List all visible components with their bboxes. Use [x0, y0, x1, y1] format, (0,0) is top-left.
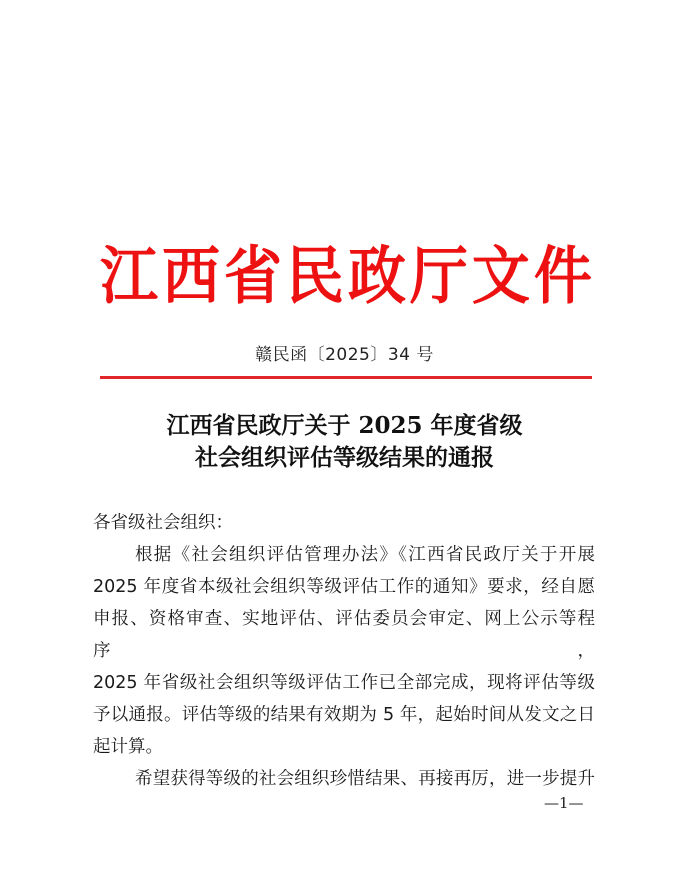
document-body	[93, 507, 595, 795]
banner-char: 省	[223, 239, 282, 313]
salutation: 各省级社会组织：	[93, 513, 233, 533]
banner-char: 文	[471, 239, 530, 313]
banner-char: 西	[161, 239, 220, 313]
document-number: 赣民函〔2025〕34 号	[255, 345, 434, 365]
banner-char: 件	[533, 239, 592, 313]
title-line-2: 社会组织评估等级结果的通报	[195, 444, 494, 471]
paragraph-2-line: 希望获得等级的社会组织珍惜结果、再接再厉，进一步提升	[135, 769, 595, 789]
paragraph-1-line: 起计算。	[93, 737, 163, 757]
paragraph-1-line: 根据《社会组织评估管理办法》《江西省民政厅关于开展	[135, 545, 595, 565]
paragraph-1-line: 予以通报。评估等级的结果有效期为 5 年，起始时间从发文之日	[93, 705, 595, 725]
title-line-1: 江西省民政厅关于 2025 年度省级	[166, 412, 523, 439]
paragraph-1-line: 2025 年省级社会组织等级评估工作已全部完成，现将评估等级	[93, 673, 595, 693]
banner-char: 厅	[409, 239, 468, 313]
red-divider	[100, 376, 592, 379]
banner-char: 江	[100, 239, 159, 313]
paragraph-1-line: 2025 年度省本级社会组织等级评估工作的通知》要求，经自愿	[93, 577, 595, 597]
paragraph-1-line: 申报、资格审查、实地评估、评估委员会审定、网上公示等程序，	[93, 609, 595, 661]
issuer-banner	[100, 236, 592, 316]
banner-char: 政	[347, 239, 406, 313]
banner-char: 民	[285, 239, 344, 313]
document-title	[0, 410, 689, 474]
page-number: —1—	[544, 794, 584, 812]
